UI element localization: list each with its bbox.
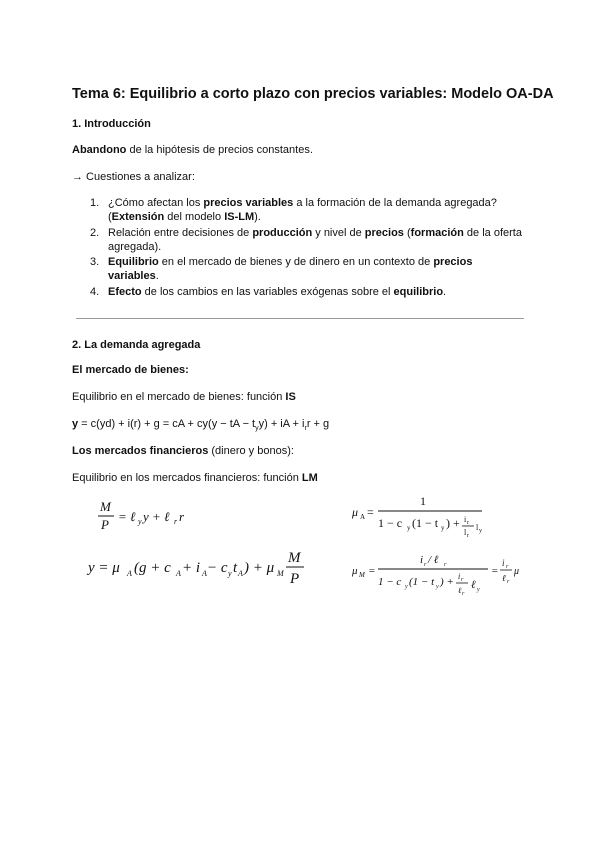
svg-text:t: t <box>233 560 238 576</box>
svg-text:= ℓ: = ℓ <box>118 509 136 524</box>
svg-text:ℓ: ℓ <box>471 579 476 591</box>
svg-text:(1 − t: (1 − t <box>412 516 439 530</box>
svg-text:r: r <box>461 577 464 583</box>
svg-text:) + μ: ) + μ <box>244 560 275 576</box>
svg-text:(1 − t: (1 − t <box>409 576 435 588</box>
svg-text:(g + c: (g + c <box>134 560 171 576</box>
list-item: 3. Equilibrio en el mercado de bienes y de dinero en un contexto de precios variables. <box>90 256 473 282</box>
svg-text:i: i <box>464 515 467 524</box>
svg-text:y: y <box>405 584 408 590</box>
svg-text:A: A <box>238 569 243 578</box>
svg-text:i: i <box>458 572 461 581</box>
svg-text:y: y <box>477 587 480 593</box>
section-1-heading: 1. Introducción <box>72 118 151 130</box>
multiplier-equation-image <box>350 490 510 546</box>
svg-text:=: = <box>368 565 376 577</box>
svg-text:/ ℓ: / ℓ <box>428 554 439 566</box>
svg-text:ℓ: ℓ <box>458 586 462 595</box>
svg-text:1 − c: 1 − c <box>378 516 403 530</box>
section-2-heading: 2. La demanda agregada <box>72 339 201 351</box>
svg-text:A: A <box>202 569 207 578</box>
svg-text:1: 1 <box>420 494 426 508</box>
svg-text:A: A <box>127 569 132 578</box>
svg-text:r: r <box>444 562 447 568</box>
mum-equation-image <box>350 548 520 600</box>
abandono-bold: Abandono <box>72 144 127 156</box>
svg-text:r: r <box>179 509 185 524</box>
list-item: 4. Efecto de los cambios en las variables exógenas sobre el equilibrio. <box>90 286 447 298</box>
svg-text:y: y <box>228 569 232 578</box>
svg-text:i: i <box>502 558 505 568</box>
lm-equation-image <box>96 497 216 537</box>
mercado-bienes-heading: El mercado de bienes: <box>72 364 189 376</box>
svg-text:=: = <box>367 505 374 519</box>
svg-text:y + ℓ: y + ℓ <box>143 509 170 524</box>
svg-text:− c: − c <box>207 560 228 576</box>
svg-text:+ i: + i <box>182 560 201 576</box>
svg-text:A: A <box>176 569 181 578</box>
svg-text:M: M <box>100 499 111 514</box>
svg-text:r: r <box>462 591 465 597</box>
svg-text:1 − c: 1 − c <box>378 576 402 588</box>
svg-text:=: = <box>491 565 499 577</box>
svg-text:y: y <box>407 524 411 532</box>
svg-text:r: r <box>506 564 509 570</box>
svg-text:r: r <box>507 579 510 585</box>
svg-text:) +: ) + <box>440 576 454 588</box>
svg-text:P: P <box>101 517 109 532</box>
svg-text:l: l <box>476 523 479 532</box>
svg-text:r: r <box>467 520 469 526</box>
svg-text:y: y <box>441 524 445 532</box>
svg-text:r: r <box>467 533 469 539</box>
ad-equation-image <box>86 546 316 586</box>
svg-text:M: M <box>359 571 365 579</box>
page-title: Tema 6: Equilibrio a corto plazo con precios variables: Modelo OA-DA <box>72 86 554 102</box>
svg-text:y: y <box>436 584 439 590</box>
svg-text:μ: μ <box>352 565 358 577</box>
svg-text:A: A <box>360 513 366 521</box>
svg-text:ℓ: ℓ <box>502 573 506 583</box>
svg-text:) +: ) + <box>446 516 460 530</box>
mercados-financieros-paragraph: Los mercados financieros (dinero y bonos): <box>72 445 294 457</box>
svg-text:y = μ: y = μ <box>88 560 120 576</box>
svg-text:i: i <box>420 554 424 566</box>
svg-text:y: y <box>138 517 142 526</box>
svg-text:μ: μ <box>352 505 359 519</box>
is-paragraph: Equilibrio en el mercado de bienes: función IS <box>72 391 296 403</box>
cuestiones-line: → Cuestiones a analizar: <box>72 171 195 183</box>
horizontal-rule <box>76 318 524 319</box>
svg-text:l: l <box>464 528 467 537</box>
svg-text:r: r <box>174 517 178 526</box>
is-equation: y = c(yd) + i(r) + g = cA + cy(y − tA − $t_yy$) + iA + $i_rr + g$ <box>72 418 330 432</box>
svg-text:M: M <box>277 569 284 578</box>
abandono-text: de la hipótesis de precios constantes. <box>126 144 313 156</box>
svg-text:r: r <box>424 562 427 568</box>
abandono-paragraph <box>72 144 313 156</box>
list-item: 1. ¿Cómo afectan los precios variables a la formación de la demanda agregada? (Extensión del modelo IS-LM). <box>90 197 497 223</box>
svg-text:P: P <box>290 571 300 586</box>
svg-text:μ: μ <box>514 566 520 577</box>
svg-text:y: y <box>479 528 482 534</box>
list-item: 2. Relación entre decisiones de producción y nivel de precios (formación de la oferta agregada). <box>90 227 522 253</box>
lm-paragraph: Equilibrio en los mercados financieros: función LM <box>72 472 318 484</box>
svg-text:M: M <box>288 550 301 566</box>
